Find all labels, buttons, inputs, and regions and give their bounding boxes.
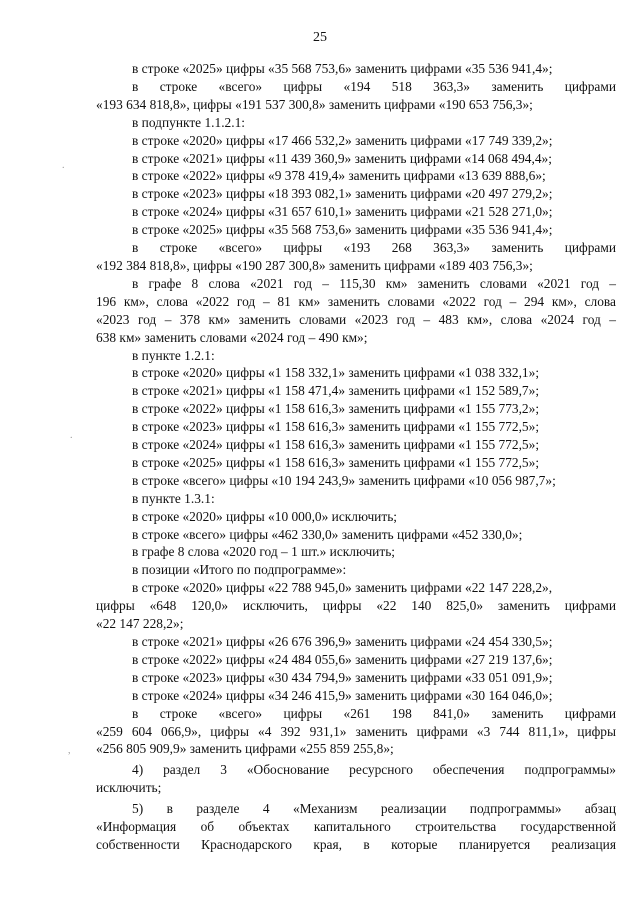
text-line: в строке «всего» цифры «194 518 363,3» заменить цифрами [132, 78, 616, 94]
text-line: в строке «2022» цифры «1 158 616,3» заменить цифрами «1 155 773,2»; [132, 401, 540, 417]
text-line: в строке «2020» цифры «17 466 532,2» заменить цифрами «17 749 339,2»; [132, 132, 553, 148]
text-line: в строке «2021» цифры «11 439 360,9» заменить цифрами «14 068 494,4»; [132, 150, 552, 166]
text-line: «2023 год – 378 км» заменить словами «2023 год – 483 км», слова «2024 год – [96, 311, 616, 327]
text-line: исключить; [96, 780, 162, 796]
scan-speck: . [70, 430, 73, 441]
text-line: в строке «2024» цифры «31 657 610,1» заменить цифрами «21 528 271,0»; [132, 204, 553, 220]
page-number: 25 [313, 30, 327, 45]
text-line: в подпункте 1.1.2.1: [132, 114, 246, 130]
text-line: «256 805 909,9» заменить цифрами «255 859 255,8»; [96, 741, 394, 757]
text-line: 4) раздел 3 «Обоснование ресурсного обеспечения подпрограммы» [132, 762, 616, 778]
text-line: «22 147 228,2»; [96, 616, 184, 632]
text-line: в строке «2023» цифры «18 393 082,1» заменить цифрами «20 497 279,2»; [132, 186, 553, 202]
text-line: в строке «2021» цифры «1 158 471,4» заменить цифрами «1 152 589,7»; [132, 383, 540, 399]
text-line: в строке «2024» цифры «1 158 616,3» заменить цифрами «1 155 772,5»; [132, 437, 540, 453]
text-line: 196 км», слова «2022 год – 81 км» заменить словами «2022 год – 294 км», слова [96, 293, 616, 309]
text-line: «192 384 818,8», цифры «190 287 300,8» заменить цифрами «189 403 756,3»; [96, 257, 533, 273]
text-line: в графе 8 слова «2020 год – 1 шт.» исключить; [132, 544, 396, 560]
text-line: в строке «всего» цифры «10 194 243,9» заменить цифрами «10 056 987,7»; [132, 472, 556, 488]
text-line: в строке «2025» цифры «35 568 753,6» заменить цифрами «35 536 941,4»; [132, 222, 553, 238]
text-line: в строке «2021» цифры «26 676 396,9» заменить цифрами «24 454 330,5»; [132, 634, 553, 649]
text-line: в строке «2025» цифры «35 568 753,6» заменить цифрами «35 536 941,4»; [132, 61, 553, 76]
text-line: в строке «всего» цифры «193 268 363,3» заменить цифрами [132, 240, 616, 256]
text-line: в строке «2022» цифры «9 378 419,4» заменить цифрами «13 639 888,6»; [132, 168, 546, 184]
text-line: в пункте 1.2.1: [132, 347, 215, 363]
text-line: в строке «2024» цифры «34 246 415,9» заменить цифрами «30 164 046,0»; [132, 687, 553, 703]
text-line: в строке «2023» цифры «30 434 794,9» заменить цифрами «33 051 091,9»; [132, 669, 553, 685]
text-line: в строке «2025» цифры «1 158 616,3» заменить цифрами «1 155 772,5»; [132, 454, 540, 470]
text-line: 5) в разделе 4 «Механизм реализации подпрограммы» абзац [132, 801, 616, 817]
text-line: «Информация об объектах капитального строительства государственной [96, 819, 616, 835]
text-line: в строке «всего» цифры «462 330,0» заменить цифрами «452 330,0»; [132, 526, 523, 542]
scan-speck: . [62, 160, 65, 171]
scan-speck: , [68, 745, 71, 756]
text-line: в строке «2023» цифры «1 158 616,3» заменить цифрами «1 155 772,5»; [132, 419, 540, 435]
text-line: «193 634 818,8», цифры «191 537 300,8» заменить цифрами «190 653 756,3»; [96, 96, 533, 112]
text-line: цифры «648 120,0» исключить, цифры «22 140 825,0» заменить цифрами [96, 598, 616, 614]
text-line: в строке «2020» цифры «1 158 332,1» заменить цифрами «1 038 332,1»; [132, 365, 540, 381]
text-line: «259 604 066,9», цифры «4 392 931,1» заменить цифрами «3 744 811,1», цифры [96, 723, 616, 739]
text-line: в строке «2020» цифры «10 000,0» исключить; [132, 508, 398, 524]
text-line: в строке «2022» цифры «24 484 055,6» заменить цифрами «27 219 137,6»; [132, 651, 553, 667]
text-line: в строке «всего» цифры «261 198 841,0» заменить цифрами [132, 705, 616, 721]
text-line: в пункте 1.3.1: [132, 490, 215, 506]
text-line: в позиции «Итого по подпрограмме»: [132, 562, 347, 578]
text-line: в строке «2020» цифры «22 788 945,0» заменить цифрами «22 147 228,2», [132, 580, 553, 596]
document-body [96, 60, 616, 854]
text-line: 638 км» заменить словами «2024 год – 490 км»; [96, 329, 368, 345]
text-line: в графе 8 слова «2021 год – 115,30 км» заменить словами «2021 год – [132, 275, 616, 291]
text-line: собственности Краснодарского края, в которые планируется реализация [96, 836, 616, 852]
